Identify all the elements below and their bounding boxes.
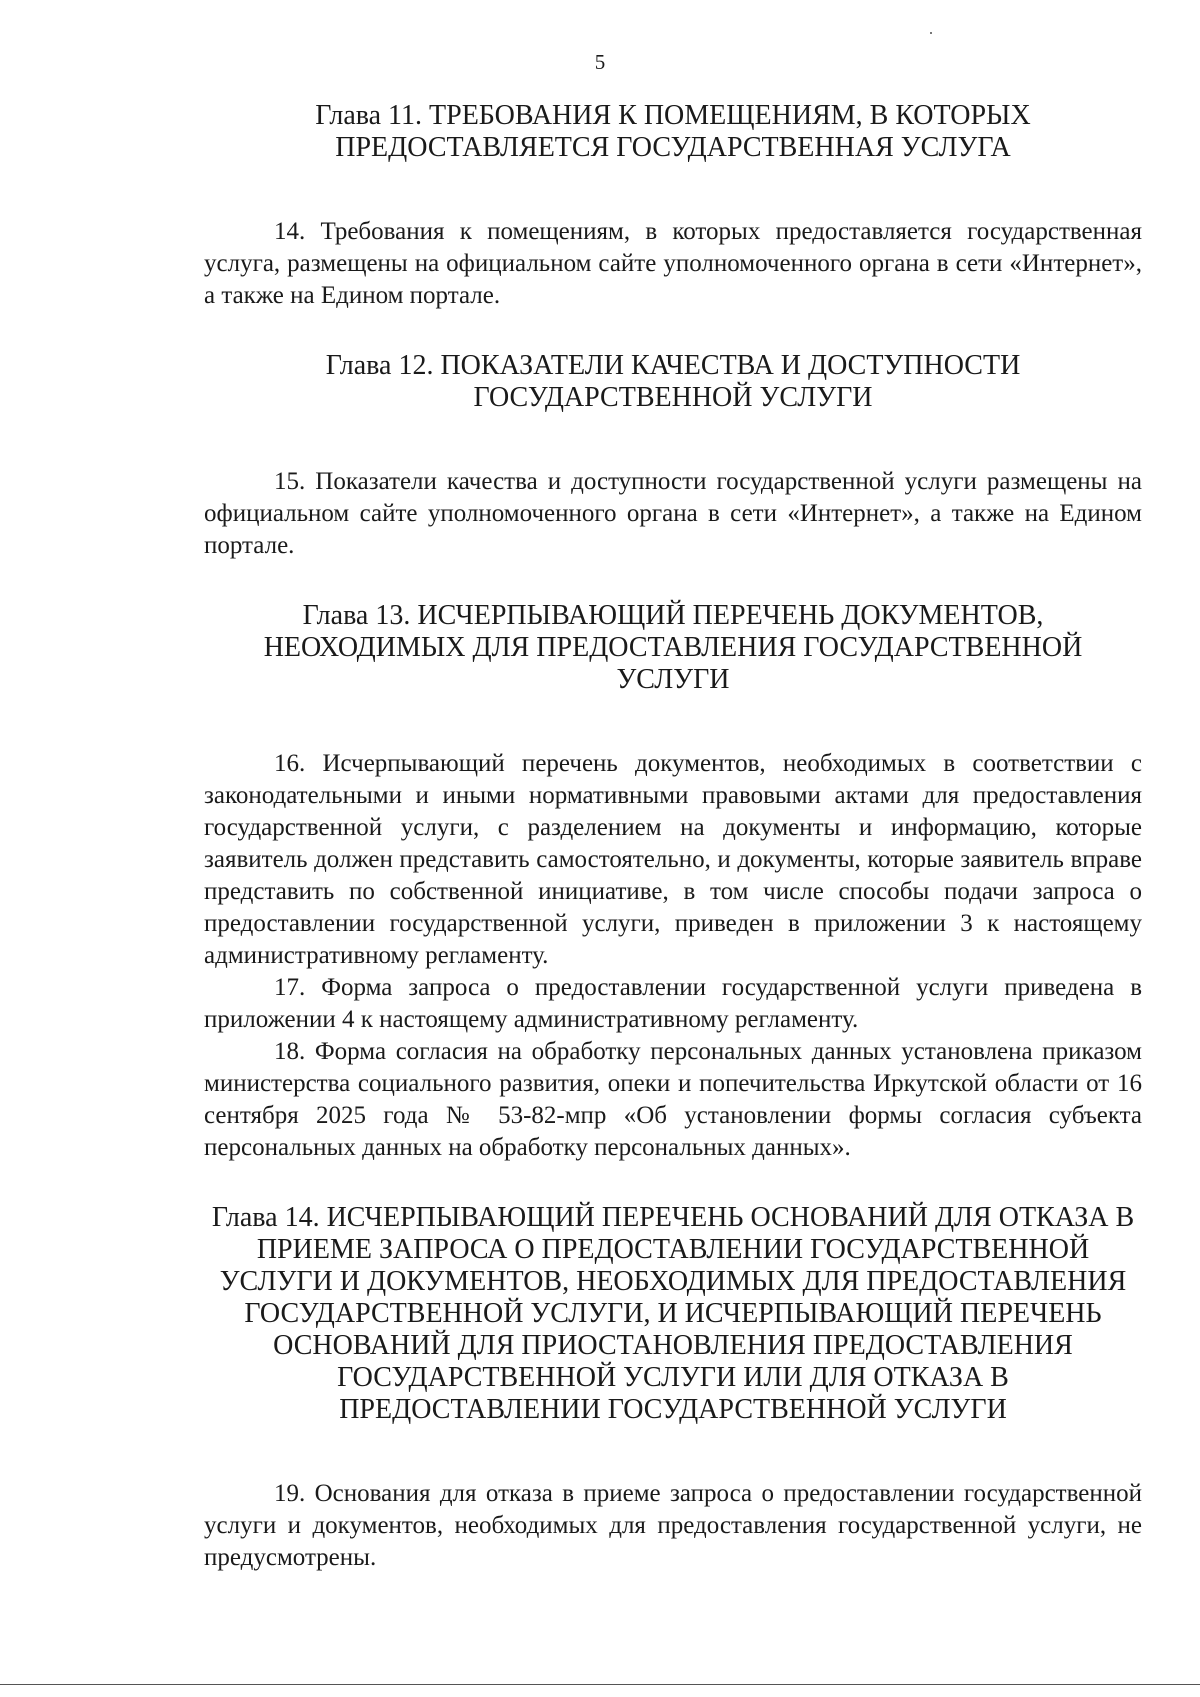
chapter-14-heading: [204, 1202, 1142, 1426]
section-chapter-14: [204, 1202, 1142, 1574]
heading-line: НЕОХОДИМЫХ ДЛЯ ПРЕДОСТАВЛЕНИЯ ГОСУДАРСТВЕННОЙ: [263, 632, 1083, 663]
chapter-12-heading: [204, 350, 1142, 414]
document-body: [204, 100, 1142, 1574]
paragraph-19: 19. Основания для отказа в приеме запроса о предоставлении государственной услуги и документов, необходимых для предоставления государственной услуги, не предусмотрены.: [204, 1480, 1142, 1571]
scan-speck: [930, 32, 932, 34]
paragraph-14: 14. Требования к помещениям, в которых предоставляется государственная услуга, размещены на официальном сайте уполномоченного органа в сети «Интернет», а также на Едином портале.: [204, 218, 1142, 309]
scan-bottom-edge: [0, 1684, 1200, 1685]
paragraph-15: 15. Показатели качества и доступности государственной услуги размещены на официальном сайте уполномоченного органа в сети «Интернет», а также на Едином портале.: [204, 468, 1142, 559]
section-chapter-11: [204, 100, 1142, 312]
heading-line: ГОСУДАРСТВЕННОЙ УСЛУГИ: [473, 382, 873, 413]
chapter-11-heading: [204, 100, 1142, 164]
heading-line: ГОСУДАРСТВЕННОЙ УСЛУГИ, И ИСЧЕРПЫВАЮЩИЙ ПЕРЕЧЕНЬ: [244, 1298, 1102, 1329]
heading-line: УСЛУГИ: [616, 664, 730, 695]
heading-line: Глава 13. ИСЧЕРПЫВАЮЩИЙ ПЕРЕЧЕНЬ ДОКУМЕНТОВ,: [302, 600, 1044, 631]
heading-line: ОСНОВАНИЙ ДЛЯ ПРИОСТАНОВЛЕНИЯ ПРЕДОСТАВЛЕНИЯ: [273, 1330, 1073, 1361]
chapter-13-heading: [204, 600, 1142, 696]
paragraph-16: 16. Исчерпывающий перечень документов, необходимых в соответствии с законодательными и иными нормативными правовыми актами для предоставления государственной услуги, с разделением на документы и информацию, которые заявитель должен представить самостоятельно, и документы, которые заявитель вправе представить по собственной инициативе, в том числе способы подачи запроса о предоставлении государственной услуги, приведен в приложении 3 к настоящему административному регламенту.: [204, 750, 1142, 969]
section-chapter-13: [204, 600, 1142, 1164]
heading-line: ГОСУДАРСТВЕННОЙ УСЛУГИ ИЛИ ДЛЯ ОТКАЗА В: [337, 1362, 1009, 1393]
heading-line: Глава 12. ПОКАЗАТЕЛИ КАЧЕСТВА И ДОСТУПНОСТИ: [325, 350, 1021, 381]
heading-line: УСЛУГИ И ДОКУМЕНТОВ, НЕОБХОДИМЫХ ДЛЯ ПРЕДОСТАВЛЕНИЯ: [219, 1266, 1127, 1297]
page-number: 5: [594, 50, 606, 74]
heading-line: ПРИЕМЕ ЗАПРОСА О ПРЕДОСТАВЛЕНИИ ГОСУДАРСТВЕННОЙ: [256, 1234, 1090, 1265]
heading-line: Глава 11. ТРЕБОВАНИЯ К ПОМЕЩЕНИЯМ, В КОТОРЫХ: [315, 100, 1031, 131]
heading-line: ПРЕДОСТАВЛЕНИИ ГОСУДАРСТВЕННОЙ УСЛУГИ: [339, 1394, 1007, 1425]
section-chapter-12: [204, 350, 1142, 562]
paragraph-18: 18. Форма согласия на обработку персональных данных установлена приказом министерства социального развития, опеки и попечительства Иркутской области от 16 сентября 2025 года № 53-82-мпр «Об установлении формы согласия субъекта персональных данных на обработку персональных данных».: [204, 1038, 1142, 1161]
paragraph-17: 17. Форма запроса о предоставлении государственной услуги приведена в приложении 4 к настоящему административному регламенту.: [204, 974, 1142, 1033]
heading-line: Глава 14. ИСЧЕРПЫВАЮЩИЙ ПЕРЕЧЕНЬ ОСНОВАНИЙ ДЛЯ ОТКАЗА В: [211, 1202, 1135, 1233]
heading-line: ПРЕДОСТАВЛЯЕТСЯ ГОСУДАРСТВЕННАЯ УСЛУГА: [335, 132, 1011, 163]
